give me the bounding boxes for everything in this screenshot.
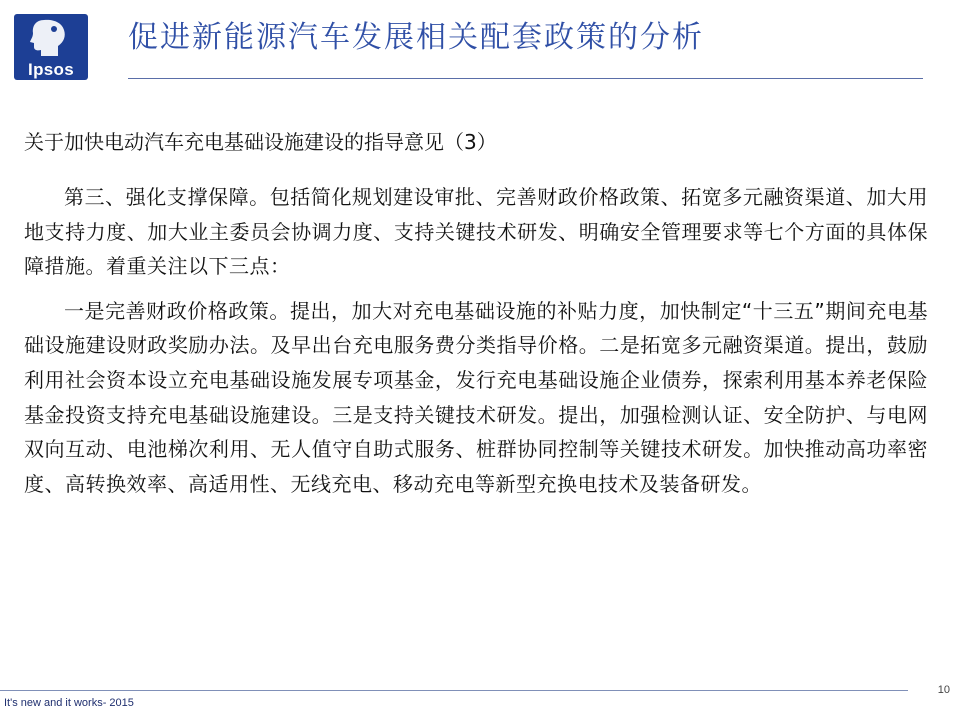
paragraph-2: 一是完善财政价格政策。提出，加大对充电基础设施的补贴力度，加快制定“十三五”期间充电基础设施建设财政奖励办法。及早出台充电服务费分类指导价格。二是拓宽多元融资渠道。提出，鼓励利用社会资本设立充电基础设施发展专项基金，发行充电基础设施企业债券，探索利用基本养老保险基金投资支持充电基础设施建设。三是支持关键技术研发。提出，加强检测认证、安全防护、与电网双向互动、电池梯次利用、无人值守自助式服务、桩群协同控制等关键技术研发。加快推动高功率密度、高转换效率、高适用性、无线充电、移动充电等新型充换电技术及装备研发。 <box>24 298 928 496</box>
page-title: 促进新能源汽车发展相关配套政策的分析 <box>128 20 704 55</box>
body-text <box>24 180 928 511</box>
paragraph-1: 第三、强化支撑保障。包括简化规划建设审批、完善财政价格政策、拓宽多元融资渠道、加大用地支持力度、加大业主委员会协调力度、支持关键技术研发、明确安全管理要求等七个方面的具体保障措施。着重关注以下三点： <box>24 185 928 279</box>
title-divider <box>128 78 923 79</box>
footer-tagline: It's new and it works- 2015 <box>4 697 134 709</box>
ipsos-logo <box>14 14 88 80</box>
section-subheading: 关于加快电动汽车充电基础设施建设的指导意见（3） <box>24 130 497 154</box>
footer-divider <box>0 690 908 691</box>
page-number: 10 <box>937 684 950 696</box>
logo-text: Ipsos <box>28 60 74 79</box>
